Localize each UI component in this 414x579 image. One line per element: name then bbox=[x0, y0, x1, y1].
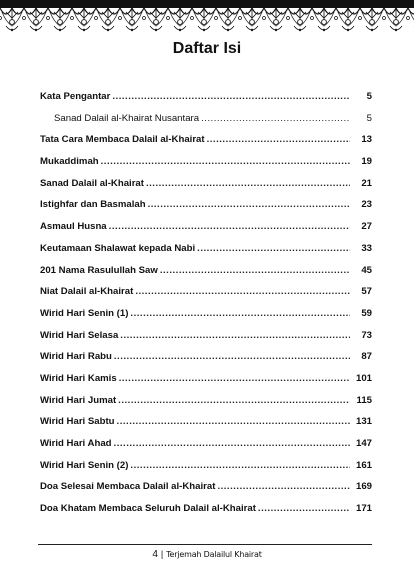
toc-entry[interactable] bbox=[40, 216, 372, 238]
page-title: Daftar Isi bbox=[172, 40, 242, 57]
toc-entry-label: Keutamaan Shalawat kepada Nabi bbox=[40, 242, 196, 254]
dot-leader bbox=[114, 433, 350, 455]
dot-leader bbox=[148, 194, 350, 216]
toc-entry-page: 5 bbox=[366, 112, 372, 124]
book-title: Terjemah Dalailul Khairat bbox=[166, 550, 262, 559]
toc-entry[interactable] bbox=[40, 86, 372, 108]
toc-entry[interactable] bbox=[40, 238, 372, 260]
toc-entry-page: 57 bbox=[361, 286, 372, 298]
toc-entry-page: 169 bbox=[355, 481, 372, 493]
decorative-lace-border bbox=[0, 0, 414, 36]
dot-leader bbox=[160, 260, 350, 282]
toc-entry-page: 21 bbox=[361, 177, 372, 189]
toc-entry-label: Doa Khatam Membaca Seluruh Dalail al-Khairat bbox=[40, 503, 256, 515]
toc-entry-page: 59 bbox=[361, 307, 372, 319]
dot-leader bbox=[217, 476, 350, 498]
toc-entry[interactable] bbox=[40, 303, 372, 325]
dot-leader bbox=[130, 303, 350, 325]
toc-entry-page: 131 bbox=[355, 416, 372, 428]
toc-entry[interactable] bbox=[40, 108, 372, 130]
dot-leader bbox=[201, 108, 350, 130]
toc-entry-page: 23 bbox=[361, 199, 372, 211]
toc-entry-page: 13 bbox=[361, 134, 372, 146]
dot-leader bbox=[258, 498, 350, 520]
footer-separator: | bbox=[160, 549, 164, 559]
dot-leader bbox=[146, 173, 350, 195]
toc-entry-label: Mukaddimah bbox=[40, 156, 99, 168]
dot-leader bbox=[120, 325, 350, 347]
toc-entry[interactable] bbox=[40, 129, 372, 151]
toc-entry[interactable] bbox=[40, 476, 372, 498]
dot-leader bbox=[114, 346, 350, 368]
toc-entry[interactable] bbox=[40, 260, 372, 282]
toc-entry[interactable] bbox=[40, 346, 372, 368]
toc-entry-label: Sanad Dalail al-Khairat bbox=[40, 177, 144, 189]
toc-entry-page: 5 bbox=[366, 91, 372, 102]
page-number: 4 bbox=[152, 549, 158, 560]
toc-entry[interactable] bbox=[40, 151, 372, 173]
toc-entry-page: 19 bbox=[361, 156, 372, 168]
toc-entry-page: 115 bbox=[356, 394, 372, 406]
toc-entry-label: Istighfar dan Basmalah bbox=[40, 199, 146, 211]
toc-entry-label: Sanad Dalail al-Khairat Nusantara bbox=[54, 112, 200, 124]
dot-leader bbox=[112, 86, 350, 108]
toc-entry-label: Niat Dalail al-Khairat bbox=[40, 286, 134, 298]
dot-leader bbox=[197, 238, 350, 260]
toc-entry[interactable] bbox=[40, 173, 372, 195]
toc-entry-label: Wirid Hari Selasa bbox=[40, 329, 119, 341]
toc-entry-label: 201 Nama Rasulullah Saw bbox=[40, 264, 158, 276]
toc-entry-page: 87 bbox=[361, 351, 372, 363]
toc-entry-page: 101 bbox=[355, 372, 372, 384]
toc-entry-label: Wirid Hari Sabtu bbox=[40, 416, 115, 428]
dot-leader bbox=[117, 411, 350, 433]
toc-entry[interactable] bbox=[40, 498, 372, 520]
table-of-contents bbox=[40, 86, 372, 520]
toc-entry-page: 33 bbox=[361, 242, 372, 254]
toc-entry-page: 147 bbox=[355, 438, 372, 449]
dot-leader bbox=[119, 368, 350, 390]
toc-entry-label: Wirid Hari Jumat bbox=[40, 394, 117, 406]
toc-entry-page: 161 bbox=[355, 459, 372, 471]
toc-entry[interactable] bbox=[40, 325, 372, 347]
toc-entry-label: Doa Selesai Membaca Dalail al-Khairat bbox=[40, 481, 216, 493]
dot-leader bbox=[130, 455, 350, 477]
toc-entry[interactable] bbox=[40, 455, 372, 477]
toc-entry-page: 45 bbox=[361, 264, 372, 276]
toc-entry-label: Wirid Hari Senin (1) bbox=[40, 307, 129, 319]
toc-entry-label: Wirid Hari Kamis bbox=[40, 372, 117, 384]
dot-leader bbox=[135, 281, 350, 303]
toc-entry[interactable] bbox=[40, 368, 372, 390]
dot-leader bbox=[101, 151, 350, 173]
toc-entry[interactable] bbox=[40, 390, 372, 412]
dot-leader bbox=[207, 129, 350, 151]
footer-divider bbox=[38, 544, 372, 545]
toc-entry-page: 27 bbox=[361, 221, 372, 233]
toc-entry-label: Tata Cara Membaca Dalail al-Khairat bbox=[40, 134, 205, 146]
toc-entry-label: Asmaul Husna bbox=[40, 221, 107, 233]
toc-entry-label: Wirid Hari Rabu bbox=[40, 351, 112, 363]
page-footer bbox=[0, 549, 414, 560]
toc-entry[interactable] bbox=[40, 194, 372, 216]
toc-entry[interactable] bbox=[40, 411, 372, 433]
toc-entry-label: Kata Pengantar bbox=[40, 91, 111, 102]
dot-leader bbox=[118, 390, 350, 412]
toc-entry[interactable] bbox=[40, 433, 372, 455]
toc-entry-page: 171 bbox=[355, 503, 372, 515]
toc-entry-label: Wirid Hari Ahad bbox=[40, 438, 112, 449]
toc-entry[interactable] bbox=[40, 281, 372, 303]
dot-leader bbox=[109, 216, 350, 238]
toc-entry-label: Wirid Hari Senin (2) bbox=[40, 459, 129, 471]
toc-entry-page: 73 bbox=[361, 329, 372, 341]
